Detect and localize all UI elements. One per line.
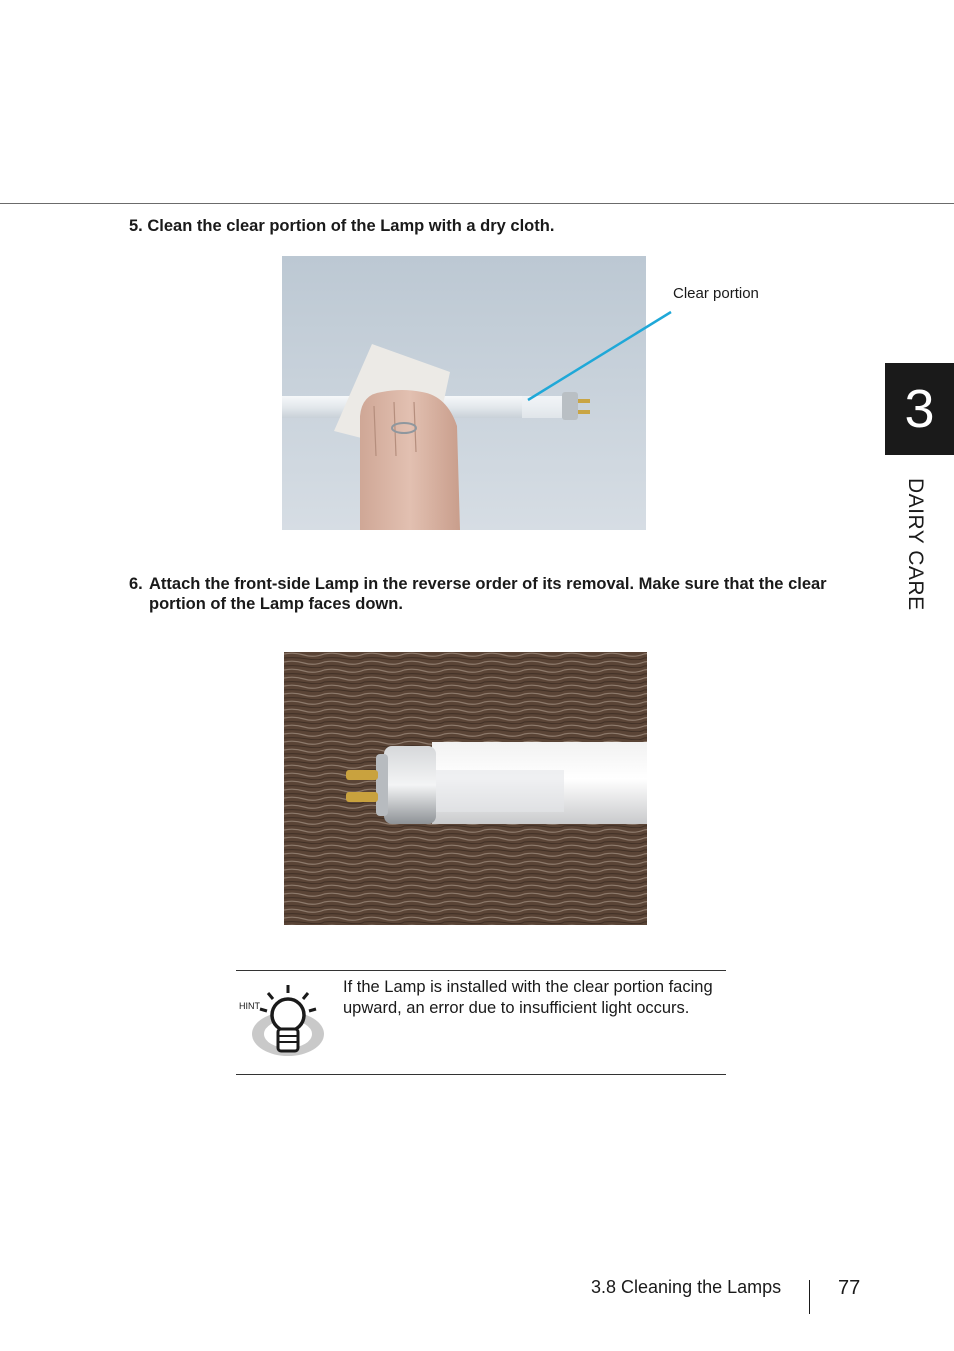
footer-divider <box>809 1280 810 1314</box>
hint-text: If the Lamp is installed with the clear portion facing upward, an error due to insufficient light occurs. <box>343 978 713 1017</box>
lightbulb-hint-icon <box>238 979 328 1059</box>
step-5-text: Clean the clear portion of the Lamp with a dry cloth. <box>147 217 555 235</box>
step-5-number: 5. <box>129 217 143 235</box>
hint-box <box>236 970 726 1075</box>
chapter-number: 3 <box>904 379 935 439</box>
hint-icon-label: HINT <box>239 1001 260 1011</box>
step-6-text: Attach the front-side Lamp in the reverse order of its removal. Make sure that the clear portion of the Lamp faces down. <box>149 575 827 613</box>
callout-clear-portion: Clear portion <box>673 285 759 302</box>
photo-lamp-on-wood <box>284 652 647 925</box>
page-number: 77 <box>838 1277 861 1299</box>
step-6-number: 6. <box>129 575 143 593</box>
footer-section-title: 3.8 Cleaning the Lamps <box>591 1277 782 1297</box>
header-rule <box>0 203 954 204</box>
chapter-title: DAIRY CARE <box>904 478 927 611</box>
chapter-tab <box>885 363 954 455</box>
step-6 <box>129 574 849 614</box>
step-5 <box>129 216 554 236</box>
photo-cleaning-lamp <box>282 256 646 530</box>
